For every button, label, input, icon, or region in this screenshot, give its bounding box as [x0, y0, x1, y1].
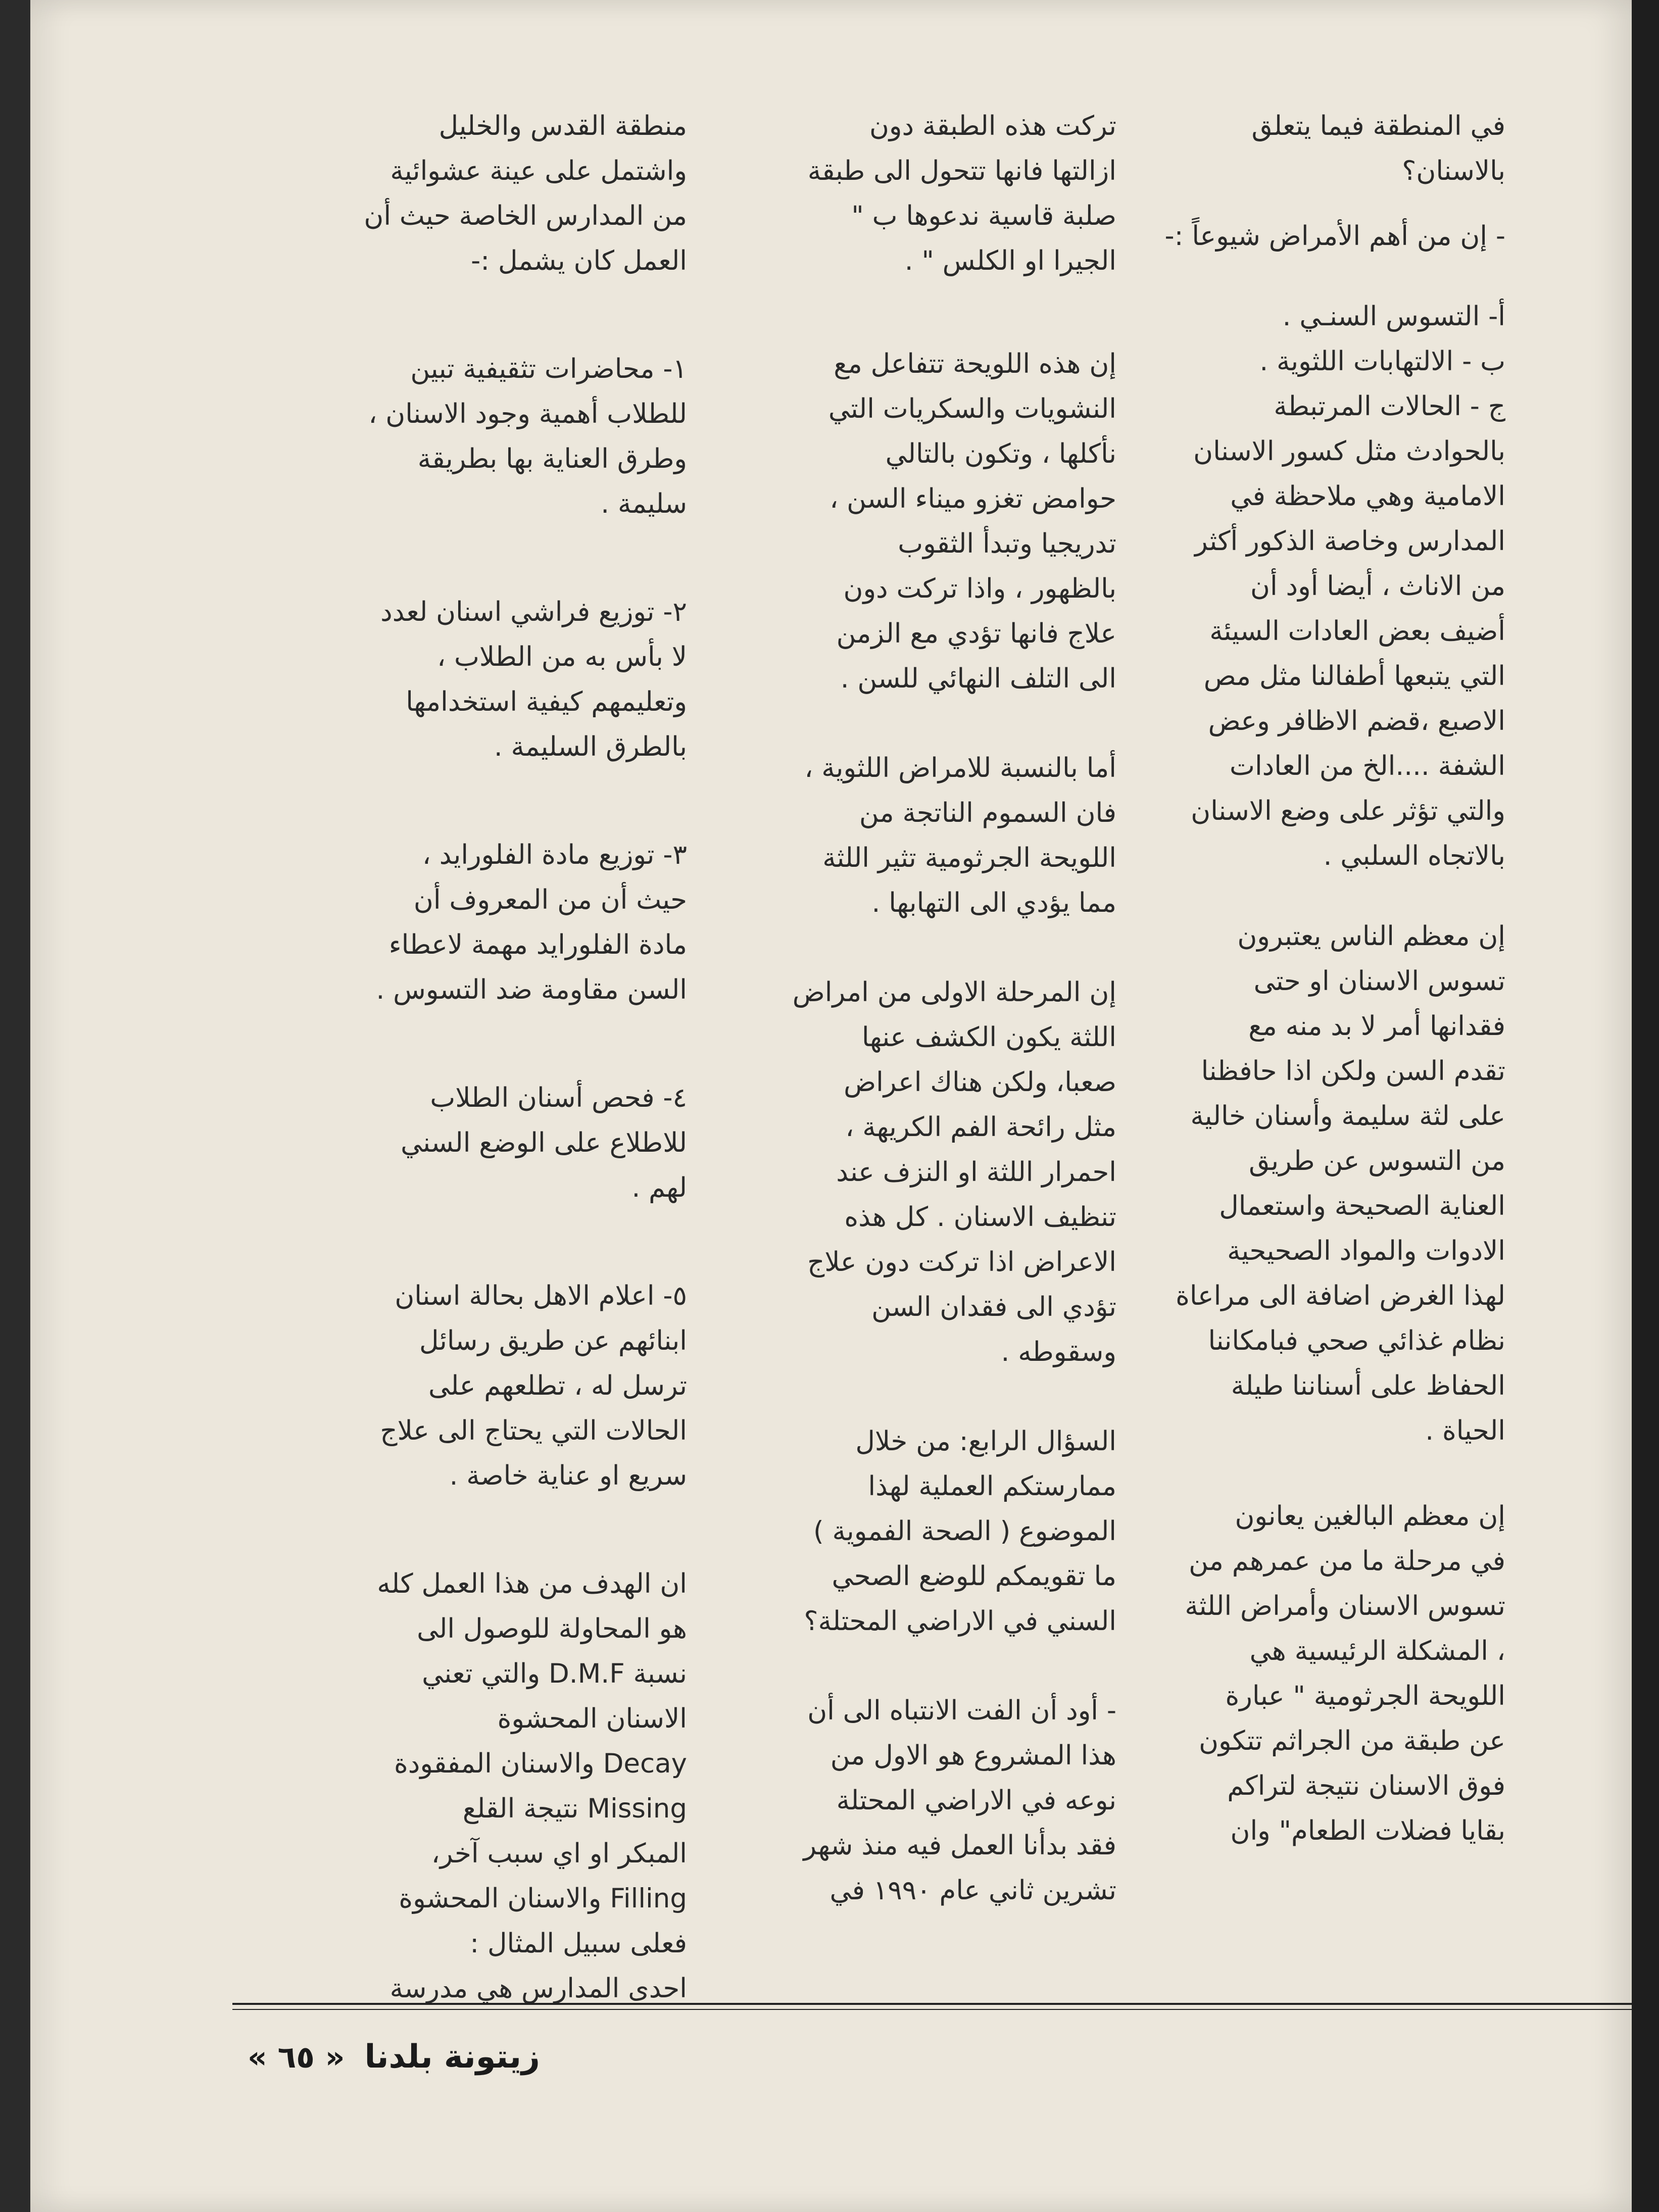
- text-line: الامامية وهي ملاحظة في: [1230, 481, 1505, 512]
- text-line: بالطرق السليمة .: [494, 731, 687, 762]
- text-line: النشويات والسكريات التي: [828, 394, 1116, 424]
- text-line: صعبا، ولكن هناك اعراض: [844, 1067, 1116, 1098]
- text-line: لهذا الغرض اضافة الى مراعاة: [1176, 1281, 1505, 1311]
- paragraph: [333, 104, 687, 283]
- text-line: الموضوع ( الصحة الفموية ): [813, 1516, 1116, 1547]
- text-line: - إن من أهم الأمراض شيوعاً :-: [1164, 221, 1505, 252]
- text-line: والتي تؤثر على وضع الاسنان: [1191, 796, 1505, 826]
- text-line: العمل كان يشمل :-: [471, 245, 687, 276]
- text-line: ازالتها فانها تتحول الى طبقة: [807, 156, 1116, 186]
- paragraph: [1147, 214, 1505, 259]
- text-line: الحالات التي يحتاج الى علاج: [380, 1415, 687, 1446]
- text-line: من التسوس عن طريق: [1249, 1146, 1505, 1176]
- text-line: السني في الاراضي المحتلة؟: [804, 1606, 1116, 1637]
- paragraph: [1147, 294, 1505, 878]
- text-line: في المنطقة فيما يتعلق: [1251, 111, 1505, 141]
- text-column-left: [333, 104, 687, 2074]
- paragraph: [333, 832, 687, 1012]
- text-line: نوعه في الاراضي المحتلة: [836, 1785, 1116, 1816]
- text-line: بقايا فضلات الطعام" وان: [1230, 1815, 1505, 1846]
- text-line: اللويحة الجرثومية تثير اللثة: [822, 843, 1116, 873]
- text-line: السؤال الرابع: من خلال: [855, 1426, 1116, 1457]
- text-line: حيث أن من المعروف أن: [413, 884, 687, 915]
- text-line: أضيف بعض العادات السيئة: [1209, 616, 1505, 647]
- text-line: نسبة D.M.F والتي تعني: [422, 1658, 687, 1689]
- text-line: ١- محاضرات تثقيفية تبين: [410, 354, 687, 384]
- text-line: التي يتبعها أطفالنا مثل مص: [1203, 661, 1505, 692]
- text-line: تسوس الاسنان وأمراض اللثة: [1185, 1591, 1505, 1621]
- text-line: اللثة يكون الكشف عنها: [861, 1022, 1116, 1053]
- text-line: الحياة .: [1425, 1415, 1505, 1446]
- text-line: Missing نتيجة القلع: [462, 1793, 687, 1824]
- text-line: من المدارس الخاصة حيث أن: [364, 201, 687, 231]
- text-line: إن المرحلة الاولى من امراض: [792, 977, 1116, 1008]
- text-line: سليمة .: [601, 488, 687, 519]
- document-page: [30, 0, 1632, 2212]
- text-line: Filling والاسنان المحشوة: [399, 1883, 687, 1914]
- paragraph: [333, 1561, 687, 2011]
- text-column-middle: [748, 104, 1116, 1957]
- text-line: الاسنان المحشوة: [497, 1703, 687, 1734]
- text-line: ان الهدف من هذا العمل كله: [377, 1568, 687, 1599]
- text-line: الحفاظ على أسناننا طيلة: [1231, 1370, 1505, 1401]
- text-line: المدارس وخاصة الذكور أكثر: [1195, 526, 1505, 557]
- text-line: فعلى سبيل المثال :: [470, 1928, 687, 1959]
- text-line: سريع او عناية خاصة .: [449, 1460, 687, 1491]
- text-line: فوق الاسنان نتيجة لتراكم: [1227, 1771, 1505, 1801]
- text-line: احدى المدارس هي مدرسة: [389, 1973, 687, 2004]
- paragraph: [333, 589, 687, 769]
- text-line: تشرين ثاني عام ١٩٩٠ في: [830, 1875, 1116, 1906]
- text-line: مادة الفلورايد مهمة لاعطاء: [388, 929, 687, 960]
- text-line: الاعراض اذا تركت دون علاج: [807, 1247, 1116, 1277]
- text-line: وسقوطه .: [1001, 1337, 1116, 1367]
- text-line: من الاناث ، أيضا أود أن: [1250, 571, 1505, 602]
- text-line: فقدانها أمر لا بد منه مع: [1248, 1011, 1505, 1042]
- text-line: وطرق العناية بها بطريقة: [417, 444, 687, 474]
- text-line: حوامض تغزو ميناء السن ،: [830, 483, 1116, 514]
- text-line: الى التلف النهائي للسن .: [840, 663, 1116, 694]
- text-line: ٣- توزيع مادة الفلورايد ،: [422, 840, 687, 870]
- paragraph: [748, 970, 1116, 1374]
- text-line: الجيرا او الكلس " .: [904, 245, 1116, 276]
- text-line: بالاسنان؟: [1402, 156, 1505, 186]
- text-line: اللويحة الجرثومية " عبارة: [1225, 1681, 1505, 1711]
- text-line: لا بأس به من الطلاب ،: [437, 642, 687, 672]
- text-line: تسوس الاسنان او حتى: [1253, 966, 1505, 997]
- text-line: صلبة قاسية ندعوها ب ": [851, 201, 1116, 231]
- paragraph: [333, 1273, 687, 1498]
- text-line: أما بالنسبة للامراض اللثوية ،: [804, 753, 1116, 783]
- text-line: علاج فانها تؤدي مع الزمن: [836, 618, 1116, 649]
- page-number: « ٦٥ »: [248, 2040, 345, 2075]
- paragraph: [1147, 1494, 1505, 1853]
- text-line: Decay والاسنان المفقودة: [394, 1748, 687, 1779]
- text-line: هذا المشروع هو الاول من: [830, 1740, 1116, 1771]
- text-line: لهم .: [631, 1172, 687, 1203]
- paragraph: [1147, 914, 1505, 1453]
- paragraph: [333, 1075, 687, 1210]
- text-line: إن معظم الناس يعتبرون: [1237, 921, 1505, 952]
- text-line: للطلاب أهمية وجود الاسنان ،: [368, 399, 687, 429]
- text-line: ممارستكم العملية لهذا: [868, 1471, 1116, 1502]
- text-line: فقد بدأنا العمل فيه منذ شهر: [803, 1830, 1116, 1861]
- paragraph: [333, 347, 687, 526]
- text-line: الاصبع ،قضم الاظافر وعض: [1208, 706, 1505, 736]
- text-line: المبكر او اي سبب آخر،: [431, 1838, 687, 1869]
- text-line: أ- التسوس السنـي .: [1282, 301, 1505, 332]
- text-line: على لثة سليمة وأسنان خالية: [1190, 1101, 1505, 1132]
- text-line: تؤدي الى فقدان السن: [871, 1292, 1116, 1322]
- text-line: بالظهور ، واذا تركت دون: [843, 573, 1116, 604]
- text-line: تنظيف الاسنان . كل هذه: [844, 1202, 1116, 1233]
- text-line: واشتمل على عينة عشوائية: [390, 156, 687, 186]
- text-line: ، المشكلة الرئيسية هي: [1249, 1636, 1505, 1666]
- text-line: إن هذه اللويحة تتفاعل مع: [834, 349, 1116, 379]
- paragraph: [748, 104, 1116, 283]
- text-line: نأكلها ، وتكون بالتالي: [885, 438, 1116, 469]
- text-line: ما تقويمكم للوضع الصحي: [832, 1561, 1116, 1592]
- text-line: فان السموم الناتجة من: [859, 798, 1116, 828]
- text-line: تقدم السن ولكن اذا حافظنا: [1201, 1056, 1505, 1087]
- scan-edge: [1632, 0, 1659, 2212]
- text-line: بالحوادث مثل كسور الاسنان: [1193, 436, 1505, 467]
- text-line: ٢- توزيع فراشي اسنان لعدد: [380, 597, 687, 627]
- text-line: بالاتجاه السلبي .: [1323, 841, 1505, 871]
- text-line: ٤- فحص أسنان الطلاب: [430, 1083, 687, 1113]
- magazine-title: زيتونة بلدنا: [364, 2038, 540, 2076]
- text-line: ابنائهم عن طريق رسائل: [419, 1325, 687, 1356]
- text-line: وتعليمهم كيفية استخدامها: [406, 686, 687, 717]
- text-line: تركت هذه الطبقة دون: [869, 111, 1116, 141]
- paragraph: [748, 1419, 1116, 1644]
- footer-rule: [232, 2003, 1657, 2010]
- text-line: هو المحاولة للوصول الى: [417, 1613, 687, 1644]
- text-line: احمرار اللثة او النزف عند: [836, 1157, 1116, 1188]
- text-line: عن طبقة من الجراثم تتكون: [1199, 1726, 1505, 1756]
- paragraph: [748, 1688, 1116, 1913]
- text-line: الادوات والمواد الصحيحية: [1227, 1236, 1505, 1266]
- paragraph: [748, 341, 1116, 701]
- text-line: للاطلاع على الوضع السني: [401, 1127, 687, 1158]
- text-line: إن معظم البالغين يعانون: [1235, 1501, 1505, 1532]
- text-line: في مرحلة ما من عمرهم من: [1189, 1546, 1505, 1577]
- paragraph: [748, 746, 1116, 925]
- text-line: ٥- اعلام الاهل بحالة اسنان: [395, 1281, 687, 1311]
- text-line: مما يؤدي الى التهابها .: [871, 888, 1116, 918]
- text-line: منطقة القدس والخليل: [438, 111, 687, 141]
- text-line: تدريجيا وتبدأ الثقوب: [898, 528, 1116, 559]
- text-line: العناية الصحيحة واستعمال: [1219, 1191, 1505, 1221]
- text-line: نظام غذائي صحي فبامكاننا: [1208, 1325, 1505, 1356]
- text-line: مثل رائحة الفم الكريهة ،: [845, 1112, 1116, 1143]
- text-column-right: [1147, 104, 1505, 1893]
- text-line: ترسل له ، تطلعهم على: [428, 1370, 687, 1401]
- text-line: السن مقاومة ضد التسوس .: [376, 974, 687, 1005]
- text-line: الشفة ....الخ من العادات: [1230, 751, 1505, 781]
- page-footer: [248, 2038, 540, 2076]
- text-line: - أود أن الفت الانتباه الى أن: [807, 1695, 1116, 1726]
- text-line: ب - الالتهابات اللثوية .: [1259, 346, 1505, 377]
- text-line: ج - الحالات المرتبطة: [1274, 391, 1505, 422]
- paragraph: [1147, 104, 1505, 193]
